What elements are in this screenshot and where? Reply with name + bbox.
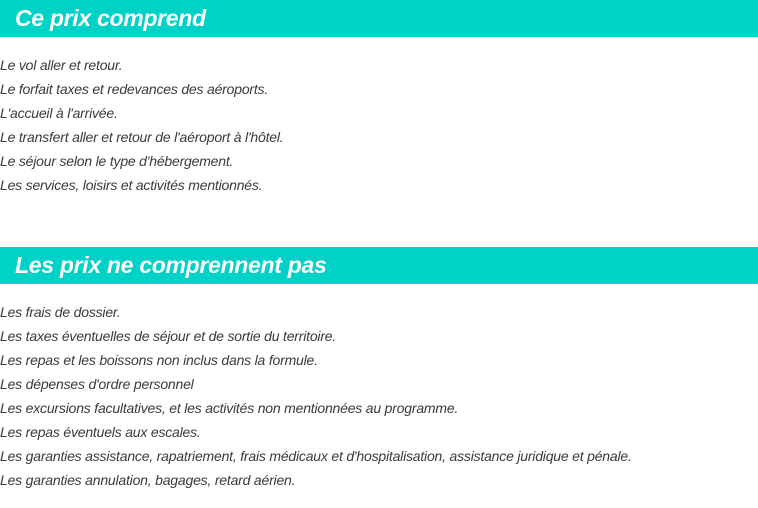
includes-section-title: Ce prix comprend bbox=[15, 5, 206, 31]
includes-list-item: Le transfert aller et retour de l'aéroport à l'hôtel. bbox=[0, 129, 284, 145]
excludes-list-item: Les repas éventuels aux escales. bbox=[0, 424, 201, 440]
includes-list-item: Le séjour selon le type d'hébergement. bbox=[0, 153, 234, 169]
includes-list-item: Les services, loisirs et activités mentionnés. bbox=[0, 177, 263, 193]
includes-list-item: L'accueil à l'arrivée. bbox=[0, 105, 118, 121]
excludes-section-title: Les prix ne comprennent pas bbox=[15, 252, 327, 278]
excludes-section-header bbox=[0, 247, 758, 284]
excludes-list-item: Les frais de dossier. bbox=[0, 304, 121, 320]
includes-list-item: Le vol aller et retour. bbox=[0, 57, 123, 73]
excludes-list-item: Les garanties annulation, bagages, retard aérien. bbox=[0, 472, 296, 488]
includes-section-header bbox=[0, 0, 758, 37]
excludes-list-item: Les repas et les boissons non inclus dans la formule. bbox=[0, 352, 318, 368]
excludes-list bbox=[0, 300, 758, 492]
excludes-list-item: Les dépenses d'ordre personnel bbox=[0, 376, 194, 392]
includes-list-item: Le forfait taxes et redevances des aéroports. bbox=[0, 81, 269, 97]
excludes-list-item: Les taxes éventuelles de séjour et de sortie du territoire. bbox=[0, 328, 337, 344]
includes-list bbox=[0, 53, 758, 197]
excludes-list-item: Les garanties assistance, rapatriement, frais médicaux et d'hospitalisation, assistance juridique et pénale. bbox=[0, 448, 632, 464]
excludes-list-item: Les excursions facultatives, et les activités non mentionnées au programme. bbox=[0, 400, 459, 416]
